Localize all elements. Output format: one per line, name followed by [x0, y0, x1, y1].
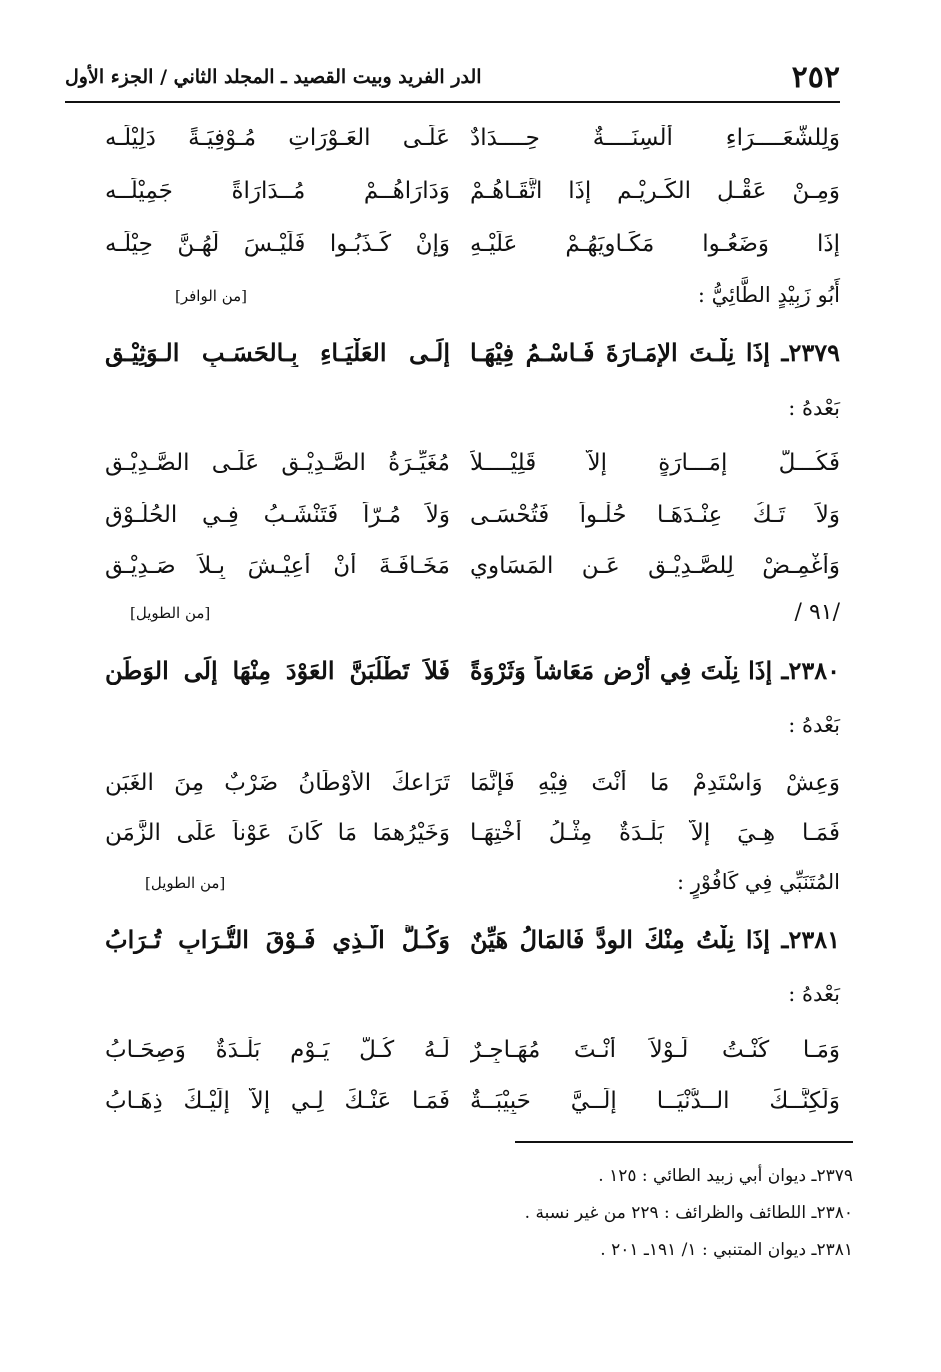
hemistich-left: مَخَـافَـةَ أَنْ أَعِيْـشَ بِـلاَ صَـدِيْـقِ: [105, 553, 450, 579]
hemistich-right: إِذَا وَضَعُـوا مَكَـاوِيَهُـمْ عَلَيْـهِ: [470, 231, 840, 257]
hemistich-right: فَكُـــلُّ إِمَـــارَةٍ إِلاَّ قَلِيْــــلاً: [470, 450, 840, 476]
footnote: ٢٣٨١ـ ديوان المتنبي : ١/ ١٩١ـ ٢٠١ .: [600, 1240, 853, 1260]
running-title: الدر الفريد وبيت القصيد ـ المجلد الثاني / الجزء الأول: [65, 66, 482, 88]
verse-line: [65, 125, 840, 175]
header-rule: [65, 101, 840, 103]
entry-hemistich-right: ٢٣٨١ـ إِذَا نِلْتُ مِنْكَ الودَّ فَالمَالُ هَيِّنٌ: [470, 925, 840, 954]
hemistich-right: وَعِشْ وَاسْتَدِمْ مَا أَنْتَ فِيْهِ فَإِنَّمَا: [470, 770, 840, 796]
entry-hemistich-left: فَلاَ تَطْلُبَنَّ العَوْدَ مِنْهَا إِلَى الوَطَنِ: [105, 656, 450, 685]
entry-hemistich-right: ٢٣٨٠ـ إِذَا نِلْتَ فِي أَرْضٍ مَعَاشاً وَثَرْوَةً: [470, 656, 840, 685]
verse-line: [65, 770, 840, 820]
footnote-rule: [515, 1141, 853, 1143]
page-header: [65, 60, 840, 100]
verse-line: [65, 502, 840, 552]
entry-verse: [65, 925, 840, 975]
entry-hemistich-left: وَكُـلُّ الَّـذِي فَـوْقَ التُّـرَابِ تُـرَابُ: [105, 925, 450, 954]
hemistich-right: وَلاَ تَـكُ عِنْـدَهَـا حُلْـواً فَتُحْسَـى: [470, 502, 840, 528]
hemistich-left: وَإِنْ كَـذَبُـوا فَلَيْـسَ لَهُـنَّ حِيْلَـه: [105, 231, 450, 257]
footnote: ٢٣٧٩ـ ديوان أبي زبيد الطائي : ١٢٥ .: [598, 1166, 853, 1186]
hemistich-left: لَـهُ كُـلَّ يَـوْمٍ بَلْـدَةٌ وَصِحَـابُ: [105, 1037, 450, 1063]
entry-hemistich-left: إِلَـى العَلْيَـاءِ بِـالحَسَـبِ الـوَثِيْـقِ: [105, 338, 450, 367]
meter-label: [من الطويل]: [130, 604, 211, 622]
verse-line: [65, 553, 840, 603]
after-label-line: [65, 713, 840, 763]
hemistich-right: وَمَـا كُنْـتُ لَـوْلاَ أَنْـتَ مُهَـاجِـرٌ: [470, 1037, 840, 1063]
hemistich-left: وَدَارَاهُــمْ مُــدَارَاةً جَمِيْلَــه: [105, 178, 450, 204]
hemistich-left: عَلَـى العَـوْرَاتِ مُـوْفِيَـةً دَلِيْلَـه: [105, 125, 450, 151]
poet-name: المُتَنَبِّي فِي كَافُوْرٍ :: [677, 870, 840, 894]
hemistich-left: وَخَيْرُهمَا مَا كَانَ عَوْناً عَلَى الزَّمَنِ: [105, 820, 450, 846]
after-label: بَعْدهُ :: [788, 396, 840, 420]
hemistich-right: فَمَـا هِـيَ إِلاَّ بَلْـدَةٌ مِثْـلُ أُخْتِهَـا: [470, 820, 840, 846]
hemistich-left: تَرَاعكَ الأَوْطَانُ ضَرْبٌ مِنَ الغَبَنِ: [105, 770, 450, 796]
hemistich-right: وَأَغْمِـضْ لِلصَّـدِيْـقِ عَـنِ المَسَاوِي: [470, 553, 840, 579]
hemistich-left: فَمَـا عَنْـكَ لِـي إِلاَّ إِلَيْـكَ ذِهَـابُ: [105, 1088, 450, 1114]
after-label-line: [65, 982, 840, 1032]
poet-intro: [65, 870, 840, 920]
verse-line: [65, 820, 840, 870]
meter-label: [من الطويل]: [145, 874, 226, 892]
manuscript-page-ref: / ٩١/: [794, 600, 840, 625]
page-ref-line: [65, 600, 840, 650]
verse-line: [65, 1037, 840, 1087]
hemistich-right: وَلَكِنَّــكَ الــدُّنْيَــا إِلَــيَّ حَبِيْبَــةٌ: [470, 1088, 840, 1114]
entry-verse: [65, 656, 840, 706]
verse-line: [65, 231, 840, 281]
hemistich-left: وَلاَ مُـرّاً فَتَنْشَـبُ فِـي الحُلُـوْقِ: [105, 502, 450, 528]
entry-verse: [65, 338, 840, 388]
poet-intro: [65, 283, 840, 333]
after-label: بَعْدهُ :: [788, 713, 840, 737]
verse-line: [65, 178, 840, 228]
verse-line: [65, 1088, 840, 1138]
poet-name: أَبُو زَبِيْدٍ الطَّائِيُّ :: [697, 283, 840, 307]
meter-label: [من الوافر]: [175, 287, 248, 305]
hemistich-right: وَمِـنْ عَقْـلِ الكَـرِيْـمِ إِذَا اتَّقَـاهُـمْ: [470, 178, 840, 204]
footnote: ٢٣٨٠ـ اللطائف والظرائف : ٢٢٩ من غير نسبة .: [524, 1203, 853, 1223]
verse-line: [65, 450, 840, 500]
entry-hemistich-right: ٢٣٧٩ـ إِذَا نِلْـتَ الإِمَـارَةَ فَـاسْـمُ فِيْهَـا: [470, 338, 840, 367]
hemistich-left: مُغَيِّـرَةُ الصَّـدِيْـقِ عَلَـى الصَّـدِيْـقِ: [105, 450, 450, 476]
page-number: ٢٥٢: [791, 60, 840, 95]
after-label-line: [65, 396, 840, 446]
hemistich-right: وَلِلشُّعَــــرَاءِ أَلْسِنَــــةٌ حِــــدَادٌ: [470, 125, 840, 151]
after-label: بَعْدهُ :: [788, 982, 840, 1006]
